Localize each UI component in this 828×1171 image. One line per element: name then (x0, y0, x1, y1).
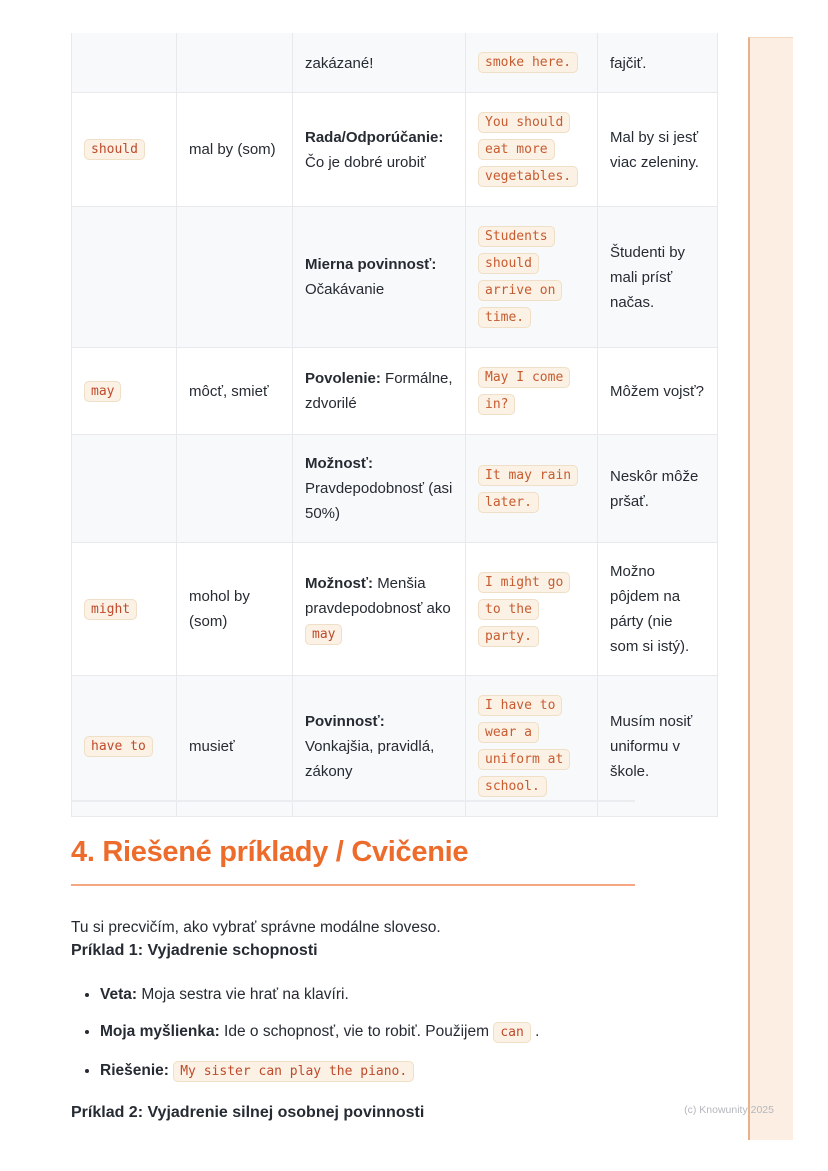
page-edge-bar (748, 37, 793, 1140)
copyright-watermark: (c) Knowunity 2025 (684, 1104, 774, 1116)
bullet-label: Riešenie: (100, 1062, 169, 1079)
translation-cell: Mal by si jesť viac zeleniny. (598, 93, 718, 207)
modal-verb-code: should (84, 139, 145, 160)
example-cell (466, 348, 598, 435)
usage-cell: Možnosť: Pravdepodobnosť (asi 50%) (293, 435, 466, 543)
list-item (100, 1058, 641, 1085)
modal-verb-code: may (84, 381, 121, 402)
verb-cell (72, 676, 177, 817)
table-row (72, 435, 718, 543)
example-cell (466, 676, 598, 817)
section-heading: 4. Riešené príklady / Cvičenie (71, 836, 469, 868)
list-item: • Moja myšlienka: Ide o schopnosť, vie to robiť. Použijem can . (100, 1019, 641, 1046)
table-row (72, 676, 718, 817)
example-cell (466, 33, 598, 93)
example-cell (466, 435, 598, 543)
usage-cell: Možnosť: Menšia pravdepodobnosť ako may (293, 543, 466, 676)
translation-cell: Môžem vojsť? (598, 348, 718, 435)
table-row (72, 207, 718, 348)
inline-code: may (305, 624, 342, 645)
translation-cell: Možno pôjdem na párty (nie som si istý). (598, 543, 718, 676)
table-row (72, 93, 718, 207)
verb-cell (72, 435, 177, 543)
translation-cell: Musím nosiť uniformu v škole. (598, 676, 718, 817)
translation-cell: Neskôr môže pršať. (598, 435, 718, 543)
table-row (72, 33, 718, 93)
inline-code: can (493, 1022, 530, 1043)
verb-cell (72, 543, 177, 676)
bullet-label: Veta: (100, 986, 138, 1003)
usage-cell: Mierna povinnosť: Očakávanie (293, 207, 466, 348)
list-item: • Veta: Moja sestra vie hrať na klavíri. (100, 982, 641, 1007)
usage-label: Rada/Odporúčanie: (305, 128, 444, 146)
intro-paragraph: Tu si precvičím, ako vybrať správne modálne sloveso. (71, 918, 441, 936)
usage-cell: zakázané! (293, 33, 466, 93)
meaning-cell (177, 33, 293, 93)
meaning-cell: mal by (som) (177, 93, 293, 207)
bullet-label: Moja myšlienka: (100, 1023, 220, 1040)
usage-label: Možnosť: (305, 455, 374, 472)
example-cell (466, 543, 598, 676)
meaning-cell: mohol by (som) (177, 543, 293, 676)
example1-list (71, 982, 641, 1097)
usage-label: Možnosť: (305, 574, 374, 592)
usage-cell: Rada/Odporúčanie: Čo je dobré urobiť (293, 93, 466, 207)
example-cell (466, 207, 598, 348)
table-row (72, 543, 718, 676)
verb-cell (72, 348, 177, 435)
verb-cell (72, 207, 177, 348)
verb-cell (72, 33, 177, 93)
usage-cell: Povinnosť: Vonkajšia, pravidlá, zákony (293, 676, 466, 817)
example-code: May I come in? (478, 367, 570, 415)
translation-cell: Študenti by mali prísť načas. (598, 207, 718, 348)
usage-cell: Povolenie: Formálne, zdvorilé (293, 348, 466, 435)
table-row (72, 348, 718, 435)
section-divider (71, 800, 635, 802)
example2-title: Príklad 2: Vyjadrenie silnej osobnej povinnosti (71, 1104, 425, 1121)
usage-label: Povolenie: (305, 370, 381, 387)
translation-cell: fajčiť. (598, 33, 718, 93)
meaning-cell (177, 207, 293, 348)
example-code: I might go to the party. (478, 572, 570, 647)
modal-verb-code: might (84, 599, 137, 620)
usage-label: Povinnosť: (305, 712, 385, 730)
modal-verbs-table (71, 33, 717, 817)
modal-verb-code: have to (84, 736, 153, 757)
example1-title: Príklad 1: Vyjadrenie schopnosti (71, 942, 318, 959)
heading-underline (71, 884, 635, 886)
meaning-cell (177, 435, 293, 543)
meaning-cell: môcť, smieť (177, 348, 293, 435)
usage-label: Mierna povinnosť: (305, 256, 437, 273)
example-code: You should eat more vegetables. (478, 112, 578, 187)
example-code: Students should arrive on time. (478, 226, 562, 328)
example-cell (466, 93, 598, 207)
verb-cell (72, 93, 177, 207)
meaning-cell: musieť (177, 676, 293, 817)
example-code: I have to wear a uniform at school. (478, 695, 570, 797)
modal-verbs-table-body (72, 33, 718, 817)
inline-code: My sister can play the piano. (173, 1061, 414, 1082)
example-code: smoke here. (478, 52, 578, 73)
example-code: It may rain later. (478, 465, 578, 513)
